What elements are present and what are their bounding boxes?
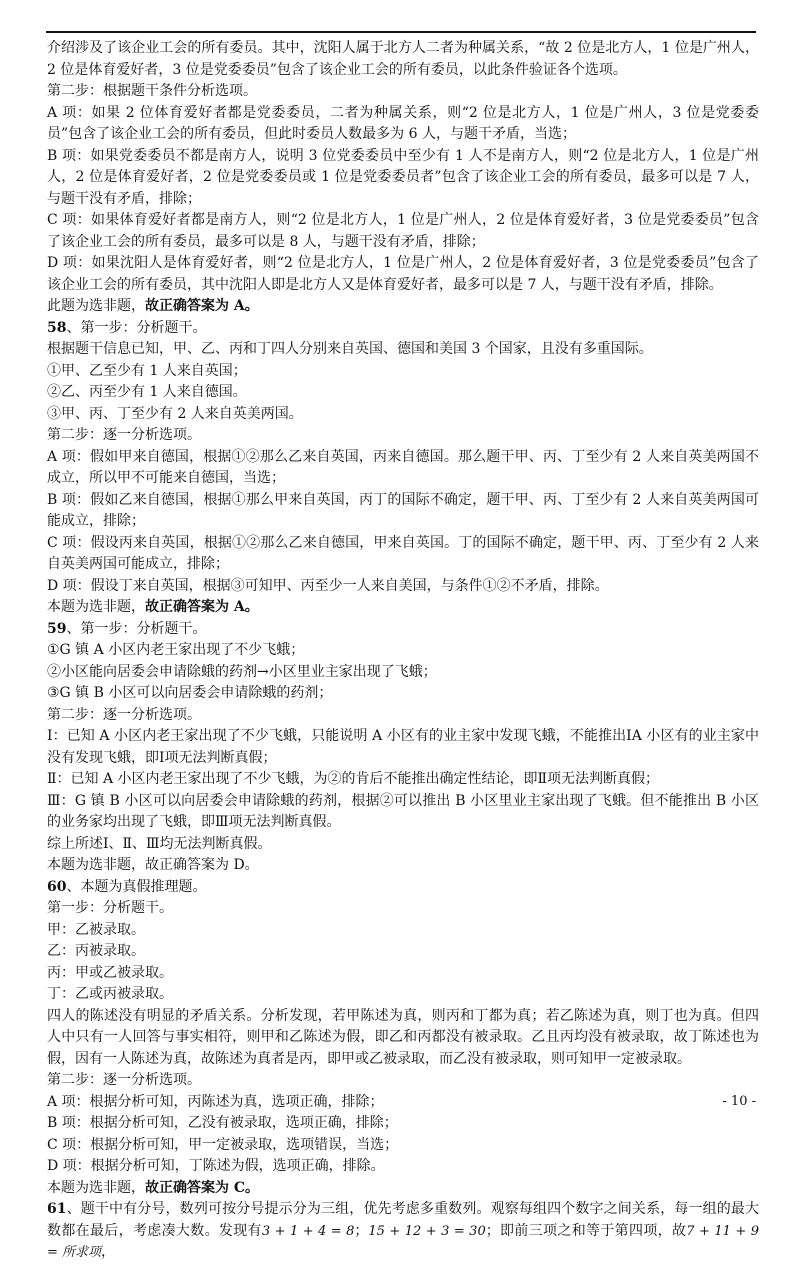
text-paragraph	[47, 941, 759, 963]
text-run: Ⅱ：已知 A 小区内老王家出现了不少飞蛾，为②的肯后不能推出确定性结论，即Ⅱ项无法判断真假；	[47, 771, 660, 787]
text-run: Ⅰ：已知 A 小区内老王家出现了不少飞蛾，只能说明 A 小区有的业主家中发现飞蛾，不能推出ⅠA 小区有的业主家中没有发现飞蛾，即Ⅰ项无法判断真假；	[47, 728, 759, 766]
text-paragraph	[47, 683, 759, 705]
text-paragraph	[47, 597, 759, 619]
text-paragraph	[47, 1135, 759, 1157]
text-run: ；	[354, 1222, 369, 1239]
text-run: D 项：根据分析可知，丁陈述为假，选项正确，排除。	[47, 1158, 385, 1174]
text-run: 第二步：逐一分析选项。	[47, 1072, 201, 1088]
answer-emphasis: 故正确答案为 A。	[145, 599, 259, 615]
text-run: ①甲、乙至少有 1 人来自英国；	[47, 362, 247, 379]
text-paragraph	[47, 640, 759, 662]
text-run: ，	[101, 1244, 116, 1260]
question-paragraph	[47, 619, 759, 641]
text-paragraph	[47, 404, 759, 426]
text-run: D 项：如果沈阳人是体育爱好者，则“2 位是北方人，1 位是广州人，2 位是体育爱好者，3 位是党委委员”包含了该企业工会的所有委员，其中沈阳人即是北方人又是体育爱好者，最多可以是 7 人，与题干没有矛盾，排除。	[47, 255, 759, 293]
page-number: - 10 -	[722, 1094, 756, 1109]
text-run: 本题为选非题，	[47, 599, 145, 615]
text-paragraph	[47, 447, 759, 490]
text-run: Ⅲ：G 镇 B 小区可以向居委会申请除蛾的药剂，根据②可以推出 B 小区里业主家出现了飞蛾。但不能推出 B 小区的业务家均出现了飞蛾，即Ⅲ项无法判断真假。	[47, 792, 759, 830]
text-paragraph	[47, 726, 759, 769]
text-run: 第一步：分析题干。	[47, 900, 173, 916]
text-run: D 项：假设丁来自英国，根据③可知甲、丙至少一人来自美国，与条件①②不矛盾，排除。	[47, 577, 609, 594]
text-paragraph	[47, 490, 759, 533]
text-paragraph	[47, 963, 759, 985]
text-paragraph	[47, 769, 759, 791]
text-run: A 项：假如甲来自德国，根据①②那么乙来自英国，丙来自德国。那么题干甲、丙、丁至少有 2 人来自英美两国不成立，所以甲不可能来自德国，当选；	[47, 448, 759, 486]
document-body	[47, 38, 759, 1264]
text-run: 第二步：逐一分析选项。	[47, 427, 201, 443]
question-paragraph	[47, 877, 759, 899]
text-paragraph	[47, 1156, 759, 1178]
text-paragraph	[47, 662, 759, 684]
text-paragraph	[47, 210, 759, 253]
question-number: 61	[47, 1201, 67, 1217]
text-paragraph	[47, 984, 759, 1006]
text-paragraph	[47, 705, 759, 727]
text-paragraph	[47, 253, 759, 296]
text-paragraph	[47, 146, 759, 211]
question-paragraph	[47, 318, 759, 340]
text-run: 本题为选非题，故正确答案为 D。	[47, 857, 259, 873]
text-run: 丁：乙或丙被录取。	[47, 986, 173, 1002]
text-run: 、第一步：分析题干。	[66, 319, 207, 336]
text-run: 乙：丙被录取。	[47, 943, 145, 959]
text-run: 、第一步：分析题干。	[66, 620, 207, 637]
text-paragraph	[47, 533, 759, 576]
text-run: 介绍涉及了该企业工会的所有委员。其中，沈阳人属于北方人二者为种属关系，“故 2 位是北方人，1 位是广州人，2 位是体育爱好者，3 位是党委委员”包含了该企业工会的所有委员，以此条件验证各个选项。	[47, 40, 759, 78]
answer-emphasis: 故正确答案为 C。	[145, 1179, 260, 1196]
text-paragraph	[47, 1006, 759, 1071]
text-run: 第二步：根据题干条件分析选项。	[47, 83, 257, 99]
text-paragraph	[47, 38, 759, 81]
text-run: B 项：假如乙来自德国，根据①那么甲来自英国，丙丁的国际不确定，题干甲、丙、丁至少有 2 人来自英美两国可能成立，排除；	[47, 491, 759, 529]
text-run: A 项：如果 2 位体育爱好者都是党委委员，二者为种属关系，则“2 位是北方人，1 位是广州人，3 位是党委委员”包含了该企业工会的所有委员，但此时委员人数最多为 6 人，与题干矛盾，当选；	[47, 104, 759, 142]
text-paragraph	[47, 791, 759, 834]
text-run: 、题干中有分号，数列可按分号提示分为三组，优先考虑多重数列。观察每组四个数字之间关系，每一组的最大数都在最后，考虑凑大数。发现有	[47, 1201, 759, 1239]
question-number: 58	[47, 319, 67, 336]
text-run: 四人的陈述没有明显的矛盾关系。分析发现，若甲陈述为真，则丙和丁都为真；若乙陈述为真，则丁也为真。但四人中只有一人回答与事实相符，则甲和乙陈述为假，即乙和丙都没有被录取。乙且丙均没有被录取，故丁陈述也为假，因有一人陈述为真，故陈述为真者是丙，即甲或乙被录取，而乙没有被录取，则可知甲一定被录取。	[47, 1007, 759, 1067]
header-rule	[46, 31, 756, 33]
text-paragraph	[47, 361, 759, 383]
math-expression: 3 + 1 + 4 = 8	[261, 1223, 355, 1239]
text-run: ①G 镇 A 小区内老王家出现了不少飞蛾；	[47, 642, 305, 658]
text-paragraph	[47, 425, 759, 447]
text-run: 此题为选非题，	[47, 298, 145, 314]
text-run: 本题为选非题，	[47, 1179, 145, 1196]
text-run: C 项：根据分析可知，甲一定被录取，选项错误，当选；	[47, 1136, 399, 1153]
text-run: B 项：如果党委委员不都是南方人，说明 3 位党委委员中至少有 1 人不是南方人，则“2 位是北方人，1 位是广州人，2 位是体育爱好者，2 位是党委委员或 1 位是党委委员者”包含了该企业工会的所有委员，最多可以是 7 人，与题干没有矛盾，排除；	[47, 147, 759, 207]
text-run: ③甲、丙、丁至少有 2 人来自英美两国。	[47, 405, 303, 422]
question-number: 60	[47, 878, 67, 895]
text-run: ③G 镇 B 小区可以向居委会申请除蛾的药剂；	[47, 685, 333, 701]
text-paragraph	[47, 576, 759, 598]
question-number: 59	[47, 620, 67, 637]
text-paragraph	[47, 339, 759, 361]
text-paragraph	[47, 898, 759, 920]
text-paragraph	[47, 103, 759, 146]
question-paragraph	[47, 1199, 759, 1264]
text-run: 、本题为真假推理题。	[66, 878, 207, 895]
text-paragraph	[47, 1070, 759, 1092]
text-paragraph	[47, 296, 759, 318]
text-paragraph	[47, 1113, 759, 1135]
text-run: 甲：乙被录取。	[47, 921, 145, 938]
text-run: C 项：假设丙来自英国，根据①②那么乙来自德国，甲来自英国。丁的国际不确定，题干甲、丙、丁至少有 2 人来自英美两国可能成立，排除；	[47, 534, 759, 572]
text-run: 第二步：逐一分析选项。	[47, 706, 201, 723]
text-run: C 项：如果体育爱好者都是南方人，则“2 位是北方人，1 位是广州人，2 位是体育爱好者，3 位是党委委员”包含了该企业工会的所有委员，最多可以是 8 人，与题干没有矛盾，排除；	[47, 212, 759, 250]
text-paragraph	[47, 81, 759, 103]
text-paragraph	[47, 855, 759, 877]
text-paragraph	[47, 1178, 759, 1200]
text-run: ；即前三项之和等于第四项，故	[485, 1222, 687, 1239]
text-run: A 项：根据分析可知，丙陈述为真，选项正确，排除；	[47, 1093, 384, 1110]
text-paragraph	[47, 920, 759, 942]
text-run: B 项：根据分析可知，乙没有被录取，选项正确，排除；	[47, 1115, 398, 1131]
text-paragraph	[47, 1092, 759, 1114]
text-run: ②乙、丙至少有 1 人来自德国。	[47, 384, 247, 400]
text-run: ②小区能向居委会申请除蛾的药剂→小区里业主家出现了飞蛾；	[47, 663, 437, 680]
answer-emphasis: 故正确答案为 A。	[145, 298, 259, 314]
math-expression: 7 + 11 + 9 = 所求项	[47, 1223, 759, 1260]
math-expression: 15 + 12 + 3 = 30	[368, 1223, 486, 1239]
text-run: 综上所述Ⅰ、Ⅱ、Ⅲ均无法判断真假。	[47, 835, 272, 852]
text-run: 根据题干信息已知，甲、乙、丙和丁四人分别来自英国、德国和美国 3 个国家，且没有多重国际。	[47, 341, 653, 357]
text-paragraph	[47, 382, 759, 404]
text-paragraph	[47, 834, 759, 856]
text-run: 丙：甲或乙被录取。	[47, 964, 173, 981]
